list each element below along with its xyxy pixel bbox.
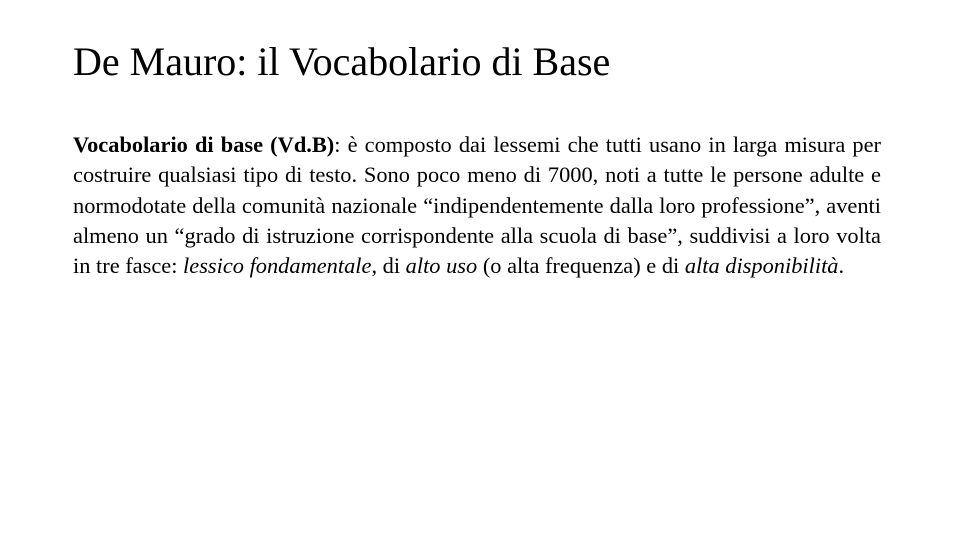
body-text-definition: è composto dai lessemi che tutti usano in larga misura per costruire qualsiasi tipo di testo. Sono poco meno di 7000, noti a tutte le persone adulte e normodotate della comunità nazionale “indipendentemente dalla loro professione”, aventi almeno un “grado di istruzione corrispondente alla scuola di base”, suddivisi a loro volta in tre fasce: (73, 132, 881, 279)
body-text-connector-2: (o alta frequenza) e di (477, 253, 685, 279)
body-text-end: . (838, 253, 845, 279)
band-alto-uso: alto uso (405, 253, 478, 279)
term-vocabolario-di-base: Vocabolario di base (Vd.B) (73, 132, 335, 157)
band-alta-disponibilita: alta disponibilità (684, 253, 839, 279)
slide-title: De Mauro: il Vocabolario di Base (73, 39, 611, 84)
slide-body-paragraph (73, 130, 881, 281)
body-text-connector-1: , di (371, 253, 406, 279)
term-colon: : (334, 132, 341, 157)
band-lessico-fondamentale: lessico fondamentale (183, 253, 372, 279)
